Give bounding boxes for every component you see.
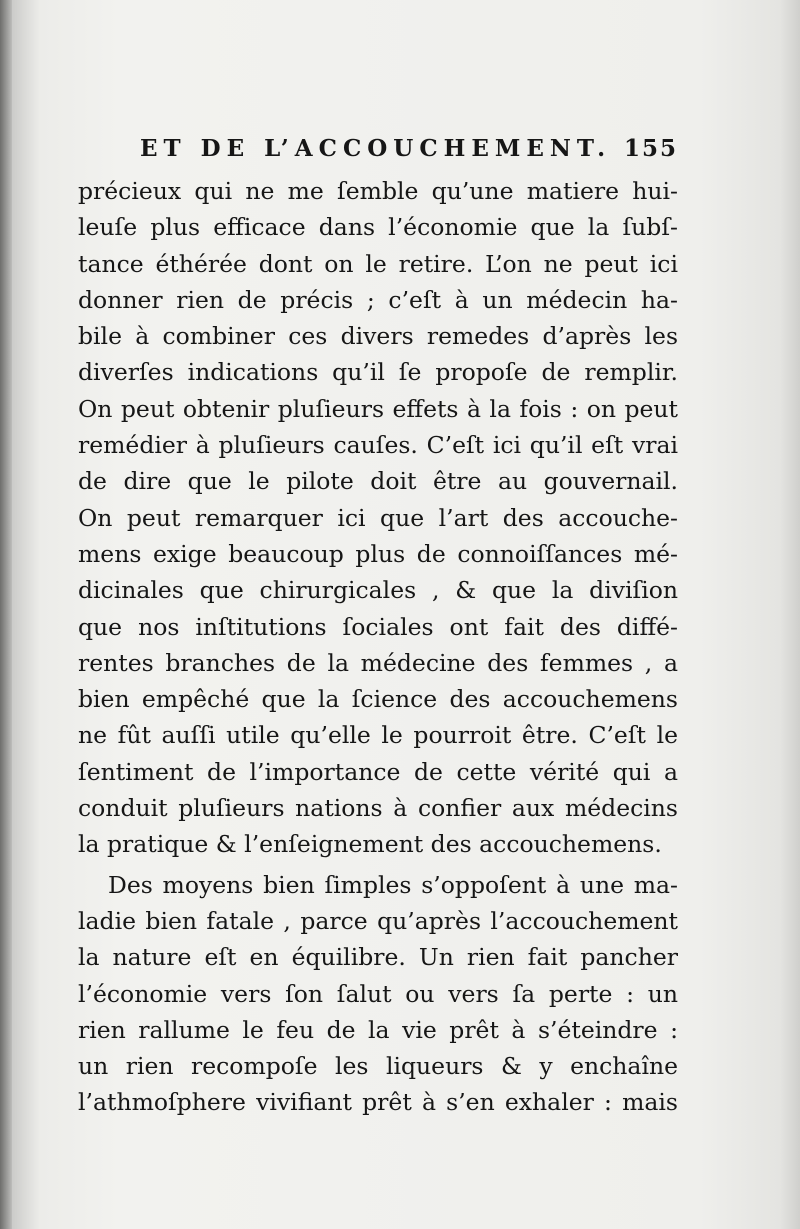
- paragraph: [78, 173, 678, 863]
- text-line: que nos inſtitutions ſociales ont fait des diffé-: [78, 612, 678, 641]
- text-line: remédier à pluſieurs cauſes. C’eſt ici qu’il eſt vrai: [78, 431, 678, 460]
- text-line: dicinales que chirurgicales , & que la diviſion: [78, 576, 678, 605]
- running-title: ET DE L’ACCOUCHEMENT.: [140, 135, 612, 162]
- text-line: ne fût auſſi utile qu’elle le pourroit être. C’eſt le: [78, 721, 678, 750]
- text-line: ſentiment de l’importance de cette vérité qui a: [78, 757, 678, 786]
- text-line: ladie bien fatale , parce qu’après l’accouchement: [78, 906, 678, 935]
- running-head: [140, 135, 678, 173]
- text-line: la pratique & l’enſeignement des accouchemens.: [78, 830, 662, 859]
- book-spine-edge: [0, 0, 12, 1229]
- text-line: mens exige beaucoup plus de connoiſſances mé-: [78, 539, 678, 568]
- text-line: rentes branches de la médecine des femmes , a: [78, 648, 678, 677]
- text-line: Des moyens bien ſimples s’oppoſent à une ma-: [108, 870, 678, 899]
- page-content: [78, 135, 678, 1121]
- text-line: un rien recompoſe les liqueurs & y enchaîne: [78, 1052, 678, 1081]
- paragraph: [78, 867, 678, 1121]
- text-line: précieux qui ne me ſemble qu’une matiere hui-: [78, 177, 678, 205]
- page-number: 155: [623, 135, 678, 162]
- text-line: On peut remarquer ici que l’art des accouche-: [78, 503, 678, 532]
- text-line: bien empêché que la ſcience des accouchemens: [78, 685, 678, 714]
- text-line: tance éthérée dont on le retire. L’on ne peut ici: [78, 249, 678, 278]
- text-line: l’athmoſphere vivifiant prêt à s’en exhaler : mais: [78, 1088, 678, 1117]
- text-line: l’économie vers ſon ſalut ou vers ſa perte : un: [78, 979, 678, 1008]
- text-line: rien rallume le feu de la vie prêt à s’éteindre :: [78, 1015, 678, 1044]
- text-line: bile à combiner ces divers remedes d’après les: [78, 322, 678, 351]
- text-line: donner rien de précis ; c’eſt à un médecin ha-: [78, 285, 678, 314]
- text-line: leuſe plus efficace dans l’économie que la ſubſ-: [78, 213, 678, 242]
- text-line: conduit pluſieurs nations à confier aux médecins: [78, 794, 678, 823]
- text-line: diverſes indications qu’il ſe propoſe de remplir.: [78, 358, 678, 387]
- text-line: On peut obtenir pluſieurs effets à la fois : on peut: [78, 394, 678, 423]
- text-line: de dire que le pilote doit être au gouvernail.: [78, 467, 678, 496]
- text-line: la nature eſt en équilibre. Un rien fait pancher: [78, 943, 678, 972]
